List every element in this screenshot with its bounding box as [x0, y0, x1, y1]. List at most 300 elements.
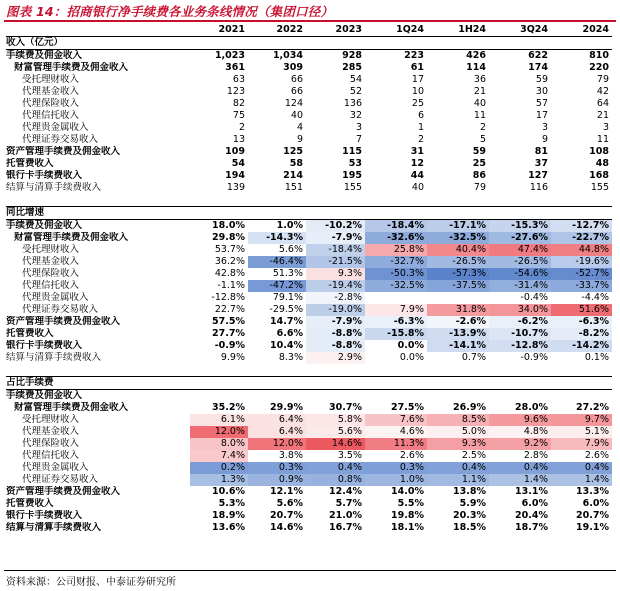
value-cell: -27.6% — [489, 232, 551, 244]
section-header — [6, 207, 612, 220]
section-header-cell — [551, 37, 612, 50]
row-label: 代理基金收入 — [22, 256, 80, 267]
value-cell: 3.8% — [278, 450, 303, 461]
value-cell: 26.9% — [453, 402, 486, 413]
value-cell: 5.9% — [459, 498, 486, 509]
table-row — [6, 450, 612, 462]
table-row — [6, 110, 612, 122]
section-header-cell — [248, 207, 306, 220]
value-cell: 12.0% — [190, 426, 248, 438]
value-cell: -47.2% — [248, 280, 306, 292]
section-gap — [6, 364, 612, 377]
value-cell: 214 — [283, 170, 303, 181]
section-header — [6, 37, 612, 50]
column-header-row — [6, 24, 612, 37]
row-label: 托管费收入 — [6, 328, 54, 339]
row-label: 结算与清算手续费收入 — [6, 352, 102, 363]
value-cell: 0.9% — [248, 474, 306, 486]
value-cell: 151 — [284, 182, 303, 193]
value-cell: 4 — [296, 122, 303, 133]
value-cell: 40.4% — [427, 244, 489, 256]
table-row — [6, 86, 612, 98]
value-cell: 0.4% — [489, 462, 551, 474]
table-row — [6, 182, 612, 194]
value-cell: 168 — [589, 170, 609, 181]
value-cell: -0.4% — [520, 292, 548, 303]
value-cell: 6.6% — [276, 328, 303, 339]
value-cell: 9.3% — [427, 438, 489, 450]
section-header-cell — [427, 37, 489, 50]
value-cell: 6 — [417, 110, 424, 121]
section-header-cell — [306, 377, 365, 390]
value-cell: 21 — [473, 86, 486, 97]
value-cell: 2 — [479, 122, 486, 133]
value-cell: -57.3% — [427, 268, 489, 280]
value-cell: 13.8% — [453, 486, 486, 497]
value-cell: 810 — [551, 50, 612, 63]
value-cell: -15.3% — [489, 220, 551, 233]
value-cell: 75 — [232, 110, 245, 121]
value-cell: 40 — [290, 110, 303, 121]
table-row — [6, 414, 612, 426]
table-row — [6, 74, 612, 86]
value-cell: 622 — [489, 50, 551, 63]
value-cell: -22.7% — [551, 232, 612, 244]
value-cell: 12.4% — [329, 486, 362, 497]
value-cell: 1,023 — [190, 50, 248, 63]
row-label: 代理保险收入 — [22, 438, 80, 449]
table-row — [6, 244, 612, 256]
table-body — [6, 24, 612, 534]
value-cell: 125 — [283, 146, 303, 157]
value-cell: 35.2% — [212, 402, 245, 413]
value-cell: 10.4% — [270, 340, 303, 351]
value-cell: 0.0% — [399, 352, 424, 363]
table-row — [6, 462, 612, 474]
value-cell: 155 — [343, 182, 362, 193]
value-cell: 9 — [296, 134, 303, 145]
title-rule — [4, 20, 616, 22]
value-cell: -18.4% — [306, 244, 365, 256]
gap-cell — [6, 364, 612, 377]
section-header-cell — [489, 207, 551, 220]
table-row — [6, 134, 612, 146]
value-cell: 11 — [596, 134, 609, 145]
section-header-cell — [190, 377, 248, 390]
table-row — [6, 158, 612, 170]
row-label: 资产管理手续费及佣金收入 — [6, 486, 121, 497]
value-cell: 139 — [226, 182, 245, 193]
value-cell: 0.3% — [365, 462, 427, 474]
row-label: 手续费及佣金收入 — [6, 220, 190, 233]
value-cell: 0.7% — [461, 352, 486, 363]
value-cell: 5.3% — [218, 498, 245, 509]
value-cell: -18.4% — [365, 220, 427, 233]
value-cell — [427, 390, 489, 403]
value-cell: 11 — [473, 110, 486, 121]
value-cell: 36.2% — [214, 256, 245, 267]
value-cell: 3.5% — [337, 450, 362, 461]
value-cell: 0.4% — [551, 462, 612, 474]
table-row — [6, 316, 612, 328]
value-cell: 21 — [596, 110, 609, 121]
value-cell: 8.3% — [278, 352, 303, 363]
row-label: 代理基金收入 — [22, 86, 80, 97]
row-label: 财富管理手续费及佣金收入 — [14, 232, 129, 243]
value-cell: 54 — [349, 74, 362, 85]
value-cell: -31.4% — [489, 280, 551, 292]
value-cell — [365, 292, 427, 304]
value-cell: 12.0% — [248, 438, 306, 450]
value-cell: -6.3% — [551, 316, 612, 328]
value-cell: 2.9% — [306, 352, 365, 364]
value-cell: 361 — [225, 62, 245, 73]
value-cell: 18.7% — [515, 522, 548, 533]
value-cell: 27.7% — [212, 328, 245, 339]
value-cell: 59 — [472, 146, 486, 157]
value-cell — [248, 390, 306, 403]
value-cell: 19.8% — [391, 510, 424, 521]
value-cell: 5.8% — [306, 414, 365, 426]
value-cell: 53.7% — [214, 244, 245, 255]
value-cell: 42 — [596, 86, 609, 97]
column-header: 2021 — [190, 24, 248, 37]
value-cell: 12 — [410, 158, 424, 169]
row-label: 财富管理手续费及佣金收入 — [14, 402, 129, 413]
value-cell: -7.9% — [306, 232, 365, 244]
value-cell: 5.6% — [276, 498, 303, 509]
row-label: 银行卡手续费收入 — [6, 340, 83, 351]
bottom-rule — [4, 570, 616, 571]
value-cell: 116 — [529, 182, 548, 193]
row-label: 代理证券交易收入 — [22, 474, 99, 485]
row-label: 银行卡手续费收入 — [6, 170, 83, 181]
value-cell: 223 — [365, 50, 427, 63]
value-cell: 2 — [417, 134, 424, 145]
table-row — [6, 486, 612, 498]
value-cell: 8.0% — [190, 438, 248, 450]
table-row — [6, 122, 612, 134]
value-cell: 29.8% — [212, 232, 245, 243]
value-cell: 1.0% — [365, 474, 427, 486]
table-row — [6, 98, 612, 110]
value-cell: 11.3% — [365, 438, 427, 450]
value-cell: 66 — [290, 74, 303, 85]
value-cell: 0.4% — [306, 462, 365, 474]
value-cell: 66 — [290, 86, 303, 97]
value-cell: -37.5% — [427, 280, 489, 292]
row-label: 结算与清算手续费收入 — [6, 522, 102, 533]
table-row — [6, 280, 612, 292]
value-cell: 30 — [535, 86, 548, 97]
value-cell: -15.8% — [365, 328, 427, 340]
section-header-cell — [551, 377, 612, 390]
value-cell: -32.5% — [365, 280, 427, 292]
value-cell: 20.3% — [453, 510, 486, 521]
row-label: 代理保险收入 — [22, 98, 80, 109]
value-cell: 1.4% — [489, 474, 551, 486]
row-label: 手续费及佣金收入 — [6, 50, 190, 63]
value-cell: 9.7% — [551, 414, 612, 426]
value-cell: -26.5% — [427, 256, 489, 268]
table-row — [6, 522, 612, 534]
value-cell: 194 — [225, 170, 245, 181]
value-cell: -32.7% — [365, 256, 427, 268]
value-cell: 25.8% — [365, 244, 427, 256]
value-cell: 81 — [534, 146, 548, 157]
row-label: 代理信托收入 — [22, 110, 80, 121]
value-cell: 19.1% — [576, 522, 609, 533]
fee-table — [6, 24, 612, 534]
value-cell: 48 — [595, 158, 609, 169]
row-label: 代理贵金属收入 — [22, 122, 89, 133]
value-cell: -6.2% — [489, 316, 551, 328]
value-cell: 155 — [590, 182, 609, 193]
row-label: 代理贵金属收入 — [22, 292, 89, 303]
value-cell: -33.7% — [551, 280, 612, 292]
value-cell: 1 — [417, 122, 424, 133]
value-cell: 9.3% — [306, 268, 365, 280]
table-row — [6, 352, 612, 364]
value-cell — [365, 390, 427, 403]
value-cell: 115 — [342, 146, 362, 157]
section-header-cell — [365, 377, 427, 390]
table-row — [6, 474, 612, 486]
value-cell: 5.0% — [427, 426, 489, 438]
column-header: 2022 — [248, 24, 306, 37]
value-cell: 10.6% — [212, 486, 245, 497]
value-cell: -10.2% — [306, 220, 365, 233]
row-label: 受托理财收入 — [22, 244, 80, 255]
value-cell: 127 — [528, 170, 548, 181]
value-cell: 18.0% — [190, 220, 248, 233]
value-cell: 64 — [596, 98, 609, 109]
value-cell: 8.5% — [427, 414, 489, 426]
value-cell: 29.9% — [270, 402, 303, 413]
value-cell: 136 — [343, 98, 362, 109]
table-row — [6, 292, 612, 304]
value-cell: 7 — [355, 134, 362, 145]
value-cell: -7.9% — [306, 316, 365, 328]
value-cell: 928 — [306, 50, 365, 63]
column-header: 1Q24 — [365, 24, 427, 37]
value-cell: 6.1% — [190, 414, 248, 426]
row-label: 手续费及佣金收入 — [6, 390, 190, 403]
table-row — [6, 256, 612, 268]
value-cell: 51.3% — [272, 268, 303, 279]
value-cell: 5 — [479, 134, 486, 145]
section-header-cell — [365, 207, 427, 220]
value-cell: 18.9% — [212, 510, 245, 521]
value-cell: 0.8% — [306, 474, 365, 486]
row-label: 银行卡手续费收入 — [6, 510, 83, 521]
value-cell: 14.6% — [306, 438, 365, 450]
value-cell: 6.4% — [248, 426, 306, 438]
value-cell: 0.2% — [190, 462, 248, 474]
row-label: 受托理财收入 — [22, 414, 80, 425]
row-label: 代理保险收入 — [22, 268, 80, 279]
value-cell: 1.1% — [427, 474, 489, 486]
value-cell: -8.2% — [551, 328, 612, 340]
value-cell: 0.0% — [397, 340, 424, 351]
value-cell: 5.7% — [335, 498, 362, 509]
value-cell: 3 — [602, 122, 609, 133]
row-label: 代理信托收入 — [22, 280, 80, 291]
value-cell: 54 — [231, 158, 245, 169]
value-cell: 18.5% — [453, 522, 486, 533]
value-cell: 4.6% — [365, 426, 427, 438]
value-cell: 79.1% — [272, 292, 303, 303]
value-cell: -19.4% — [306, 280, 365, 292]
value-cell: 79 — [596, 74, 609, 85]
value-cell: 42.8% — [214, 268, 245, 279]
value-cell: 6.4% — [248, 414, 306, 426]
value-cell: -50.3% — [365, 268, 427, 280]
table-row — [6, 390, 612, 403]
value-cell: -13.9% — [427, 328, 489, 340]
value-cell: 10 — [411, 86, 424, 97]
value-cell: 82 — [232, 98, 245, 109]
figure-title: 图表 14：招商银行净手续费各业务条线情况（集团口径） — [6, 4, 334, 19]
value-cell: 1.0% — [248, 220, 306, 233]
value-cell: -6.3% — [365, 316, 427, 328]
value-cell: -32.5% — [427, 232, 489, 244]
value-cell: 2.6% — [399, 450, 424, 461]
value-cell: 14.6% — [270, 522, 303, 533]
value-cell: 9.2% — [489, 438, 551, 450]
value-cell: -14.3% — [248, 232, 306, 244]
row-label: 代理基金收入 — [22, 426, 80, 437]
value-cell: 9 — [541, 134, 548, 145]
section-header-cell — [190, 37, 248, 50]
section-header-cell — [489, 37, 551, 50]
value-cell: 31.8% — [427, 304, 489, 316]
table-row — [6, 232, 612, 244]
value-cell: 17 — [411, 74, 424, 85]
value-cell: -8.8% — [306, 328, 365, 340]
value-cell: 220 — [589, 62, 609, 73]
value-cell: 30.7% — [329, 402, 362, 413]
value-cell: 9.9% — [220, 352, 245, 363]
value-cell: 3 — [541, 122, 548, 133]
value-cell: 109 — [225, 146, 245, 157]
value-cell: 61 — [410, 62, 424, 73]
value-cell: 6.0% — [521, 498, 548, 509]
value-cell: -14.2% — [551, 340, 612, 352]
value-cell: 13.6% — [212, 522, 245, 533]
value-cell: 34.0% — [489, 304, 551, 316]
table-row — [6, 402, 612, 414]
value-cell: 5.1% — [551, 426, 612, 438]
value-cell: -2.6% — [427, 316, 489, 328]
value-cell: -46.4% — [248, 256, 306, 268]
table-row — [6, 438, 612, 450]
column-header: 2023 — [306, 24, 365, 37]
value-cell: -2.8% — [306, 292, 365, 304]
value-cell: 2.8% — [523, 450, 548, 461]
value-cell: 114 — [466, 62, 486, 73]
value-cell: 6.0% — [582, 498, 609, 509]
value-cell: 63 — [232, 74, 245, 85]
value-cell: 13.3% — [576, 486, 609, 497]
column-header-blank — [6, 24, 190, 37]
gap-cell — [6, 194, 612, 207]
value-cell: 195 — [342, 170, 362, 181]
table-row — [6, 170, 612, 182]
value-cell: 426 — [427, 50, 489, 63]
section-title: 同比增速 — [6, 207, 190, 220]
value-cell: 9.6% — [489, 414, 551, 426]
column-header: 3Q24 — [489, 24, 551, 37]
value-cell: 51.6% — [551, 304, 612, 316]
value-cell: 27.2% — [576, 402, 609, 413]
row-label: 代理贵金属收入 — [22, 462, 89, 473]
value-cell: 3 — [355, 122, 362, 133]
table-row — [6, 328, 612, 340]
table-row — [6, 220, 612, 233]
value-cell: 28.0% — [515, 402, 548, 413]
value-cell: 21.0% — [329, 510, 362, 521]
value-cell: 86 — [472, 170, 486, 181]
value-cell: -12.8% — [211, 292, 245, 303]
value-cell: 0.4% — [427, 462, 489, 474]
value-cell: 47.4% — [489, 244, 551, 256]
row-label: 资产管理手续费及佣金收入 — [6, 146, 121, 157]
value-cell: 58 — [289, 158, 303, 169]
value-cell: -52.7% — [551, 268, 612, 280]
row-label: 代理证券交易收入 — [22, 134, 99, 145]
column-header: 1H24 — [427, 24, 489, 37]
value-cell: 53 — [348, 158, 362, 169]
value-cell: 27.5% — [391, 402, 424, 413]
value-cell: 20.4% — [515, 510, 548, 521]
value-cell: 5.6% — [278, 244, 303, 255]
section-gap — [6, 194, 612, 207]
table-row — [6, 62, 612, 74]
value-cell: 25 — [411, 98, 424, 109]
value-cell: -19.6% — [551, 256, 612, 268]
value-cell: 1,034 — [248, 50, 306, 63]
section-header-cell — [306, 207, 365, 220]
value-cell — [427, 292, 489, 304]
table-row — [6, 340, 612, 352]
value-cell: 16.7% — [329, 522, 362, 533]
column-header: 2024 — [551, 24, 612, 37]
value-cell: 2 — [238, 122, 245, 133]
row-label: 托管费收入 — [6, 498, 54, 509]
value-cell: -0.9% — [214, 340, 245, 351]
value-cell: 7.6% — [365, 414, 427, 426]
row-label: 资产管理手续费及佣金收入 — [6, 316, 121, 327]
table-row — [6, 510, 612, 522]
value-cell: 44 — [410, 170, 424, 181]
value-cell — [190, 390, 248, 403]
value-cell: 25 — [472, 158, 486, 169]
value-cell: -17.1% — [427, 220, 489, 233]
value-cell: 57.5% — [212, 316, 245, 327]
value-cell: 13.1% — [515, 486, 548, 497]
value-cell: 1.4% — [551, 474, 612, 486]
section-header-cell — [551, 207, 612, 220]
value-cell: 5.5% — [397, 498, 424, 509]
value-cell: 1.3% — [190, 474, 248, 486]
row-label: 代理信托收入 — [22, 450, 80, 461]
table-row — [6, 498, 612, 510]
row-label: 结算与清算手续费收入 — [6, 182, 102, 193]
row-label: 代理证券交易收入 — [22, 304, 99, 315]
value-cell: 40 — [411, 182, 424, 193]
value-cell: 123 — [226, 86, 245, 97]
